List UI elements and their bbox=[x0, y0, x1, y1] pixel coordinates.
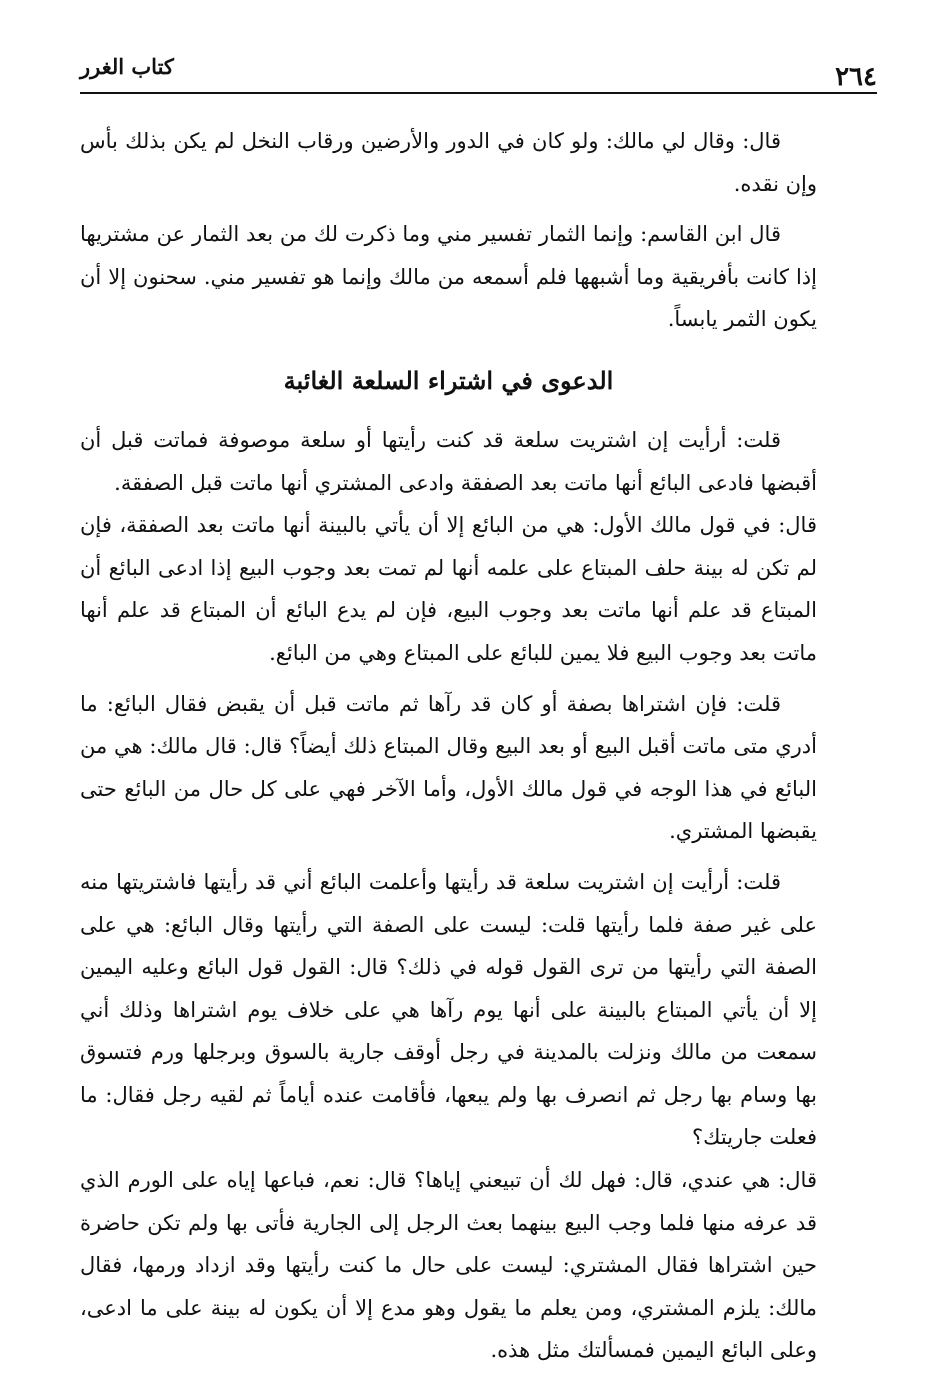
paragraph: قال ابن القاسم: وإنما الثمار تفسير مني وما ذكرت لك من بعد الثمار عن مشتريها إذا كانت بأفريقية وما أشبهها فلم أسمعه من مالك وإنما هو تفسير مني. سحنون إلا أن يكون الثمر يابساً. bbox=[80, 222, 817, 332]
paragraph: قلت: فإن اشتراها بصفة أو كان قد رآها ثم ماتت قبل أن يقبض فقال البائع: ما أدري متى ماتت أقبل البيع أو بعد البيع وقال المبتاع ذلك أيضاً؟ قال: قال مالك: هي من البائع في هذا الوجه في قول مالك الأول، وأما الآخر فهي على كل حال من البائع حتى يقبضها المشتري. bbox=[80, 691, 817, 844]
paragraph: قال: وقال لي مالك: ولو كان في الدور والأرضين ورقاب النخل لم يكن بذلك بأس وإن نقده. bbox=[80, 129, 817, 196]
paragraph: قلت: أرأيت إن اشتريت سلعة قد رأيتها وأعلمت البائع أني قد رأيتها فاشتريتها منه على غير صفة فلما رأيتها قلت: ليست على الصفة التي رأيتها وقال البائع: هي على الصفة التي رأيتها من ترى القول قوله في ذلك؟ قال: القول قول البائع وعليه اليمين إلا أن يأتي المبتاع بالبينة على أنها يوم رآها هي على خلاف يوم اشتراها وذلك أني سمعت من مالك ونزلت بالمدينة في رجل أوقف جارية بالسوق وبرجلها ورم فتسوق بها وسام بها رجل ثم انصرف بها ولم يبعها، فأقامت عنده أياماً ثم لقيه رجل فقال: ما فعلت جاريتك؟ bbox=[80, 869, 817, 1150]
page-body bbox=[80, 120, 817, 1380]
paragraph: قال: هي عندي، قال: فهل لك أن تبيعني إياها؟ قال: نعم، فباعها إياه على الورم الذي قد عرفه منها فلما وجب البيع بينهما بعث الرجل إلى الجارية فأتى بها ولم تكن حاضرة حين اشتراها فقال المشتري: ليست على حال ما كنت رأيتها وقد ازداد ورمها، فقال مالك: يلزم المشتري، ومن يعلم ما يقول وهو مدع إلا أن يكون له بينة على ما ادعى، وعلى البائع اليمين فمسألتك مثل هذه. bbox=[80, 1168, 817, 1363]
book-title: كتاب الغرر bbox=[80, 54, 174, 79]
paragraph: قلت: أرأيت إن اشتريت سلعة قد كنت رأيتها أو سلعة موصوفة فماتت قبل أن أقبضها فادعى البائع أنها ماتت بعد الصفقة وادعى المشتري أنها ماتت قبل الصفقة. bbox=[80, 427, 817, 495]
section-heading: الدعوى في اشتراء السلعة الغائبة bbox=[283, 365, 614, 395]
paragraph: قال: في قول مالك الأول: هي من البائع إلا أن يأتي بالبينة أنها ماتت بعد الصفقة، فإن لم تكن له بينة حلف المبتاع على علمه أنها لم تمت بعد وجوب البيع إذا ادعى البائع أن المبتاع قد علم أنها ماتت بعد وجوب البيع، فإن لم يدع البائع أن المبتاع قد علم أنها ماتت بعد وجوب البيع فلا يمين للبائع على المبتاع وهي من البائع. bbox=[80, 513, 817, 665]
running-header bbox=[80, 52, 877, 94]
page-number: ٢٦٤ bbox=[835, 62, 877, 92]
